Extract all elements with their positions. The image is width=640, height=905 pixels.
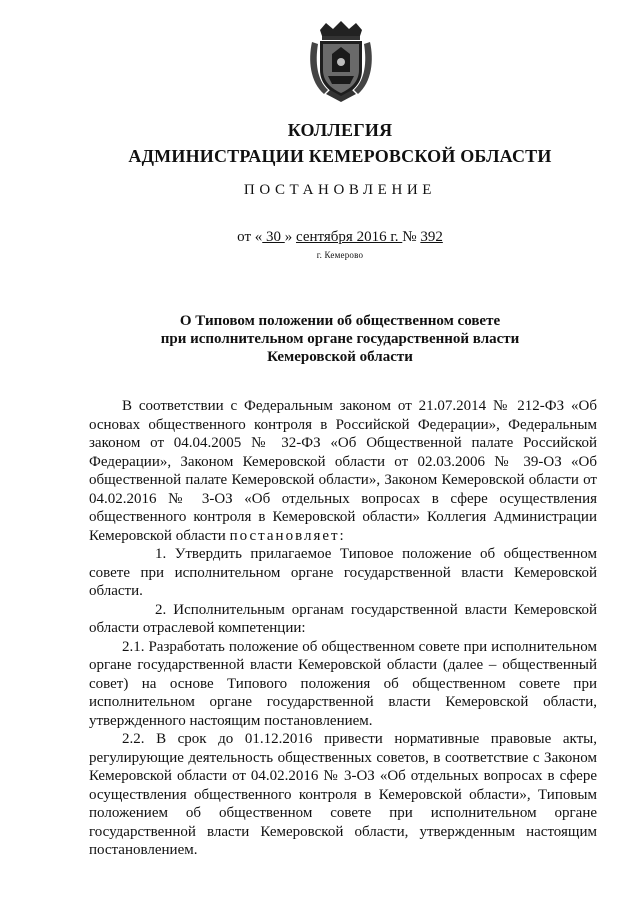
date-prefix: от « — [237, 229, 263, 245]
document-number: 392 — [420, 229, 443, 245]
title-line2: при исполнительном органе государственной власти — [160, 331, 520, 347]
document-title — [60, 312, 620, 366]
item-2-text: Исполнительным органам государственной власти Кемеровской области отраслевой компетенции: — [89, 601, 597, 636]
document-type: ПОСТАНОВЛЕНИЕ — [243, 182, 437, 198]
city-name: г. Кемерово — [316, 250, 364, 260]
org-name-line1: КОЛЛЕГИЯ — [287, 120, 393, 140]
item-1-number: 1. — [155, 546, 167, 562]
date-number-line — [60, 229, 620, 246]
title-line3: Кемеровской области — [267, 349, 413, 365]
intro-paragraph — [89, 397, 597, 545]
title-line1: О Типовом положении об общественном совете — [179, 313, 501, 329]
intro-text: В соответствии с Федеральным законом от 21.07.2014 № 212-ФЗ «Об основах общественного контроля в Российской Федерации», Федеральным законом от 04.04.2005 № 32-ФЗ «Об Общественной палате Российской Федерации», Законом Кемеровской области от 02.03.2006 № 39-ОЗ «Об общественной палате Кемеровской области», Законом Кемеровской области от 04.02.2016 № 3-ОЗ «Об отдельных вопросах в сфере осуществления общественного контроля в Кемеровской области» Коллегия Администрации Кемеровской области — [89, 398, 597, 544]
date-day: 30 — [262, 229, 285, 245]
date-month-year: сентября 2016 г. — [296, 229, 403, 245]
item-1-text: Утвердить прилагаемое Типовое положение об общественном совете при исполнительном органе государственной власти Кемеровской области. — [89, 546, 597, 599]
item-2-2 — [89, 730, 597, 860]
item-2 — [89, 601, 597, 638]
org-name-line2: АДМИНИСТРАЦИИ КЕМЕРОВСКОЙ ОБЛАСТИ — [128, 146, 552, 166]
item-2-2-text: 2.2. В срок до 01.12.2016 привести нормативные правовые акты, регулирующие деятельность общественных советов, в соответствие с Законом Кемеровской области от 04.02.2016 № 3-ОЗ «Об отдельных вопросах в сфере осуществления общественного контроля в Кемеровской области», Типовым положением об общественном совете при исполнительном органе государственной власти Кемеровской области, утвержденным настоящим постановлением. — [89, 731, 597, 858]
document-body — [89, 397, 597, 860]
item-2-number: 2. — [155, 601, 167, 618]
item-1 — [89, 545, 597, 601]
intro-resolution-word: постановляет: — [229, 527, 346, 544]
item-2-1-text: 2.1. Разработать положение об общественном совете при исполнительном органе государственной власти Кемеровской области (далее – общественный совет) на основе Типового положения об общественном совете при исполнительном органе государственной власти Кемеровской области, утвержденного настоящим постановлением. — [89, 638, 597, 729]
coat-of-arms-icon — [306, 20, 376, 104]
date-mid: » — [284, 229, 296, 245]
item-2-1 — [89, 638, 597, 731]
number-sign: № — [402, 229, 421, 245]
